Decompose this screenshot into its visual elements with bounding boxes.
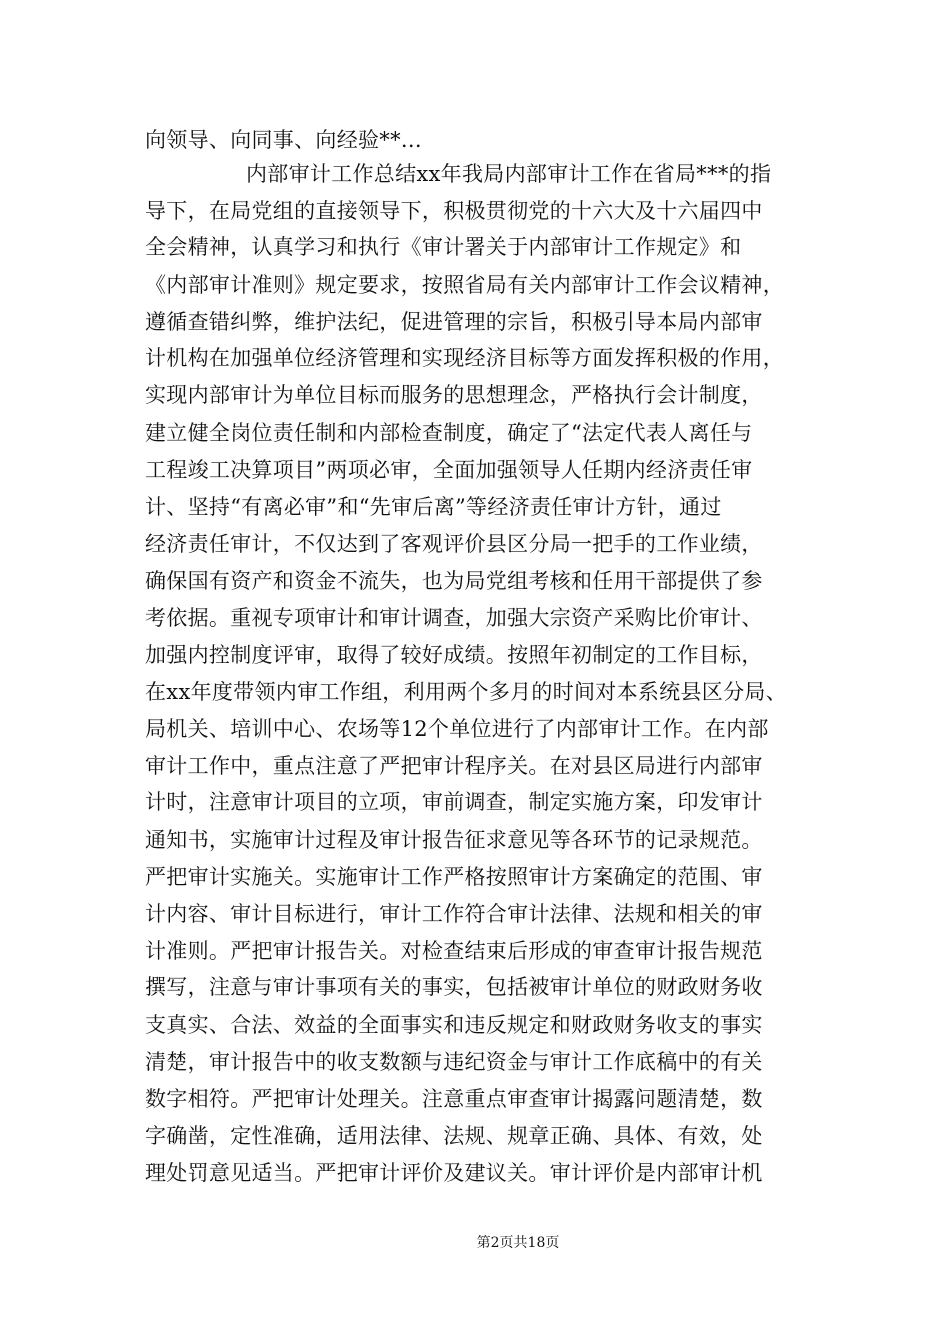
text-line: 撰写，注意与审计事项有关的事实，包括被审计单位的财政财务收 <box>145 975 763 999</box>
text-line: 计准则。严把审计报告关。对检查结束后形成的审查审计报告规范 <box>145 939 763 963</box>
text-line: 通知书，实施审计过程及审计报告征求意见等各环节的记录规范。 <box>145 828 763 852</box>
text-line: 《内部审计准则》规定要求，按照省局有关内部审计工作会议精神， <box>145 273 784 297</box>
text-line: 在xx年度带领内审工作组，利用两个多月的时间对本系统县区分局、 <box>145 680 787 704</box>
text-line: 理处罚意见适当。严把审计评价及建议关。审计评价是内部审计机 <box>145 1161 763 1185</box>
text-line: 全会精神，认真学习和执行《审计署关于内部审计工作规定》和 <box>145 235 742 259</box>
text-line: 建立健全岗位责任制和内部检查制度，确定了“法定代表人离任与 <box>145 421 753 445</box>
text-line: 计机构在加强单位经济管理和实现经济目标等方面发挥积极的作用， <box>145 346 784 370</box>
text-line: 字确凿，定性准确，适用法律、法规、规章正确、具体、有效，处 <box>145 1124 763 1148</box>
text-line: 导下，在局党组的直接领导下，积极贯彻党的十六大及十六届四中 <box>145 199 763 223</box>
text-line: 计内容、审计目标进行，审计工作符合审计法律、法规和相关的审 <box>145 902 763 926</box>
text-line: 向领导、向同事、向经验**... <box>145 128 422 152</box>
text-line: 加强内控制度评审，取得了较好成绩。按照年初制定的工作目标， <box>145 643 763 667</box>
text-line: 经济责任审计，不仅达到了客观评价县区分局一把手的工作业绩， <box>145 532 763 556</box>
text-line: 工程竣工决算项目”两项必审，全面加强领导人任期内经济责任审 <box>145 458 753 482</box>
text-line: 数字相符。严把审计处理关。注意重点审查审计揭露问题清楚，数 <box>145 1087 763 1111</box>
text-line: 支真实、合法、效益的全面事实和违反规定和财政财务收支的事实 <box>145 1013 763 1037</box>
page-number-footer: 第2页共18页 <box>476 1235 560 1251</box>
text-line: 内部审计工作总结xx年我局内部审计工作在省局***的指 <box>246 162 772 186</box>
text-line: 确保国有资产和资金不流失，也为局党组考核和任用干部提供了参 <box>145 569 763 593</box>
text-line: 审计工作中，重点注意了严把审计程序关。在对县区局进行内部审 <box>145 754 763 778</box>
text-line: 遵循查错纠弊，维护法纪，促进管理的宗旨，积极引导本局内部审 <box>145 310 763 334</box>
text-line: 严把审计实施关。实施审计工作严格按照审计方案确定的范围、审 <box>145 865 763 889</box>
text-line: 计时，注意审计项目的立项，审前调查，制定实施方案，印发审计 <box>145 790 763 814</box>
text-line: 计、坚持“有离必审”和“先审后离”等经济责任审计方针，通过 <box>145 495 722 519</box>
text-line: 清楚，审计报告中的收支数额与违纪资金与审计工作底稿中的有关 <box>145 1050 763 1074</box>
text-line: 实现内部审计为单位目标而服务的思想理念，严格执行会计制度， <box>145 383 763 407</box>
text-line: 局机关、培训中心、农场等12个单位进行了内部审计工作。在内部 <box>145 717 769 741</box>
text-line: 考依据。重视专项审计和审计调查，加强大宗资产采购比价审计、 <box>145 606 763 630</box>
